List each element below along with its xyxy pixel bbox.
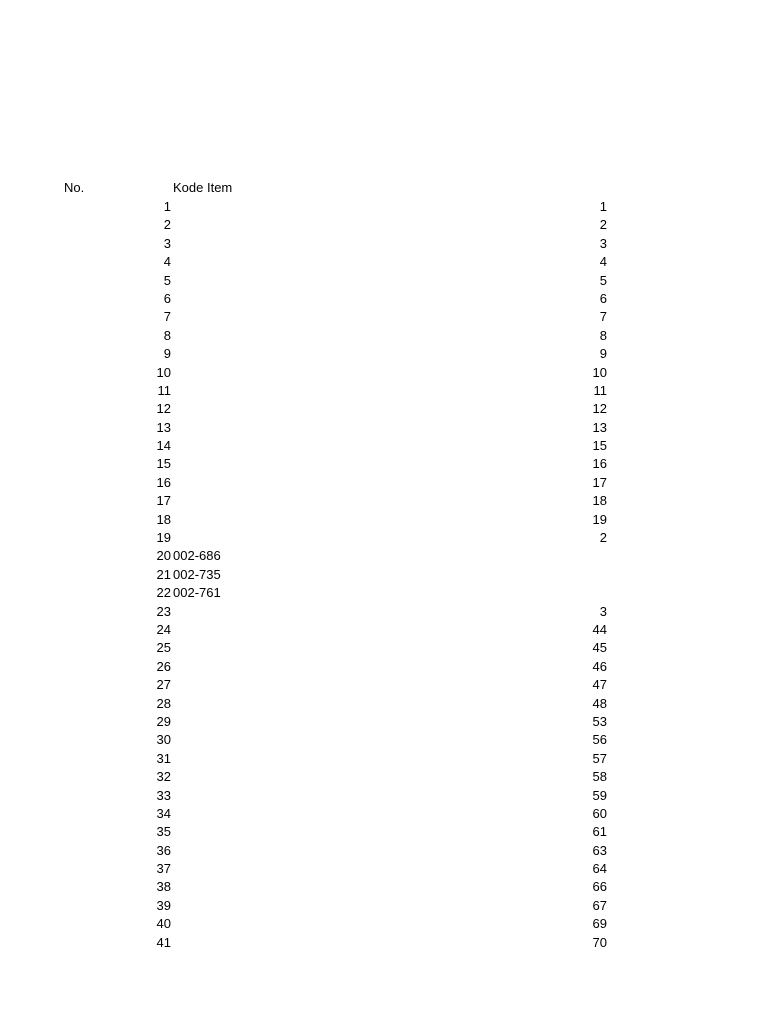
row-number: 9 [163, 346, 171, 362]
table-row [0, 235, 768, 253]
table-row [0, 695, 768, 713]
table-row [0, 787, 768, 805]
table-row [0, 529, 768, 547]
value-cell: 15 [592, 438, 607, 454]
table-row [0, 731, 768, 749]
row-number: 15 [156, 456, 171, 472]
table-row [0, 768, 768, 786]
value-cell: 63 [592, 842, 607, 858]
table-row [0, 419, 768, 437]
row-number: 39 [156, 897, 171, 913]
row-number: 22 [156, 585, 171, 601]
table-row [0, 364, 768, 382]
table-row [0, 492, 768, 510]
row-number: 27 [156, 677, 171, 693]
table-row [0, 198, 768, 216]
value-cell: 70 [592, 934, 607, 950]
value-cell: 67 [592, 897, 607, 913]
value-cell: 3 [599, 235, 607, 251]
row-number: 3 [163, 235, 171, 251]
row-number: 5 [163, 272, 171, 288]
value-cell: 17 [592, 474, 607, 490]
table-row [0, 272, 768, 290]
value-cell: 2 [599, 530, 607, 546]
row-number: 19 [156, 530, 171, 546]
row-number: 17 [156, 493, 171, 509]
kode-item-column-header: Kode Item [173, 180, 233, 195]
value-cell: 69 [592, 916, 607, 932]
spreadsheet-page [0, 178, 768, 952]
row-number: 23 [156, 603, 171, 619]
value-cell: 60 [592, 805, 607, 821]
row-number: 24 [156, 621, 171, 637]
value-cell: 66 [592, 879, 607, 895]
table-row [0, 327, 768, 345]
value-cell: 5 [599, 272, 607, 288]
row-number: 38 [156, 879, 171, 895]
value-cell: 16 [592, 456, 607, 472]
row-number: 20 [156, 548, 171, 564]
table-row [0, 547, 768, 565]
value-cell: 4 [599, 254, 607, 270]
table-row [0, 253, 768, 271]
row-number: 35 [156, 824, 171, 840]
value-cell: 59 [592, 787, 607, 803]
row-number: 30 [156, 732, 171, 748]
value-cell: 61 [592, 824, 607, 840]
kode-item-cell: 002-686 [173, 548, 221, 564]
row-number: 34 [156, 805, 171, 821]
data-rows [0, 198, 768, 952]
value-cell: 11 [593, 382, 607, 398]
value-cell: 47 [592, 677, 607, 693]
table-row [0, 290, 768, 308]
table-row [0, 437, 768, 455]
value-cell: 1 [599, 199, 607, 214]
value-cell: 48 [592, 695, 607, 711]
row-number: 6 [163, 290, 171, 306]
row-number: 11 [157, 382, 171, 398]
row-number: 41 [156, 934, 171, 950]
table-row [0, 603, 768, 621]
value-cell: 2 [599, 217, 607, 233]
row-number: 26 [156, 658, 171, 674]
row-number: 12 [156, 401, 171, 417]
row-number: 25 [156, 640, 171, 656]
table-row [0, 676, 768, 694]
row-number: 31 [156, 750, 171, 766]
table-row [0, 308, 768, 326]
row-number: 18 [156, 511, 171, 527]
value-cell: 45 [592, 640, 607, 656]
table-row [0, 621, 768, 639]
table-row [0, 658, 768, 676]
value-cell: 3 [599, 603, 607, 619]
row-number: 37 [156, 861, 171, 877]
table-row [0, 878, 768, 896]
value-cell: 6 [599, 290, 607, 306]
row-number: 21 [156, 566, 171, 582]
kode-item-cell: 002-761 [173, 585, 221, 601]
value-cell: 19 [592, 511, 607, 527]
table-row [0, 382, 768, 400]
table-row [0, 823, 768, 841]
table-row [0, 511, 768, 529]
value-cell: 7 [599, 309, 607, 325]
row-number: 1 [163, 199, 171, 214]
table-row [0, 897, 768, 915]
row-number: 40 [156, 916, 171, 932]
value-cell: 44 [592, 621, 607, 637]
row-number: 13 [156, 419, 171, 435]
value-cell: 9 [599, 346, 607, 362]
table-row [0, 639, 768, 657]
value-cell: 8 [599, 327, 607, 343]
no-column-header: No. [64, 180, 85, 195]
table-row [0, 455, 768, 473]
row-number: 28 [156, 695, 171, 711]
value-cell: 13 [592, 419, 607, 435]
table-row [0, 842, 768, 860]
table-row [0, 934, 768, 952]
value-cell: 18 [592, 493, 607, 509]
table-row [0, 805, 768, 823]
row-number: 33 [156, 787, 171, 803]
header-row [0, 178, 768, 198]
value-cell: 64 [592, 861, 607, 877]
value-cell: 57 [592, 750, 607, 766]
table-row [0, 345, 768, 363]
table-row [0, 474, 768, 492]
kode-item-cell: 002-735 [173, 566, 221, 582]
row-number: 32 [156, 769, 171, 785]
table-row [0, 400, 768, 418]
row-number: 29 [156, 713, 171, 729]
table-row [0, 566, 768, 584]
value-cell: 46 [592, 658, 607, 674]
value-cell: 56 [592, 732, 607, 748]
row-number: 10 [156, 364, 171, 380]
table-row [0, 860, 768, 878]
table-row [0, 915, 768, 933]
row-number: 14 [156, 438, 171, 454]
row-number: 36 [156, 842, 171, 858]
row-number: 2 [163, 217, 171, 233]
value-cell: 58 [592, 769, 607, 785]
value-cell: 12 [592, 401, 607, 417]
row-number: 16 [156, 474, 171, 490]
table-row [0, 713, 768, 731]
row-number: 8 [163, 327, 171, 343]
value-cell: 53 [592, 713, 607, 729]
table-row [0, 216, 768, 234]
row-number: 7 [163, 309, 171, 325]
table-row [0, 584, 768, 602]
value-cell: 10 [592, 364, 607, 380]
row-number: 4 [163, 254, 171, 270]
table-row [0, 750, 768, 768]
